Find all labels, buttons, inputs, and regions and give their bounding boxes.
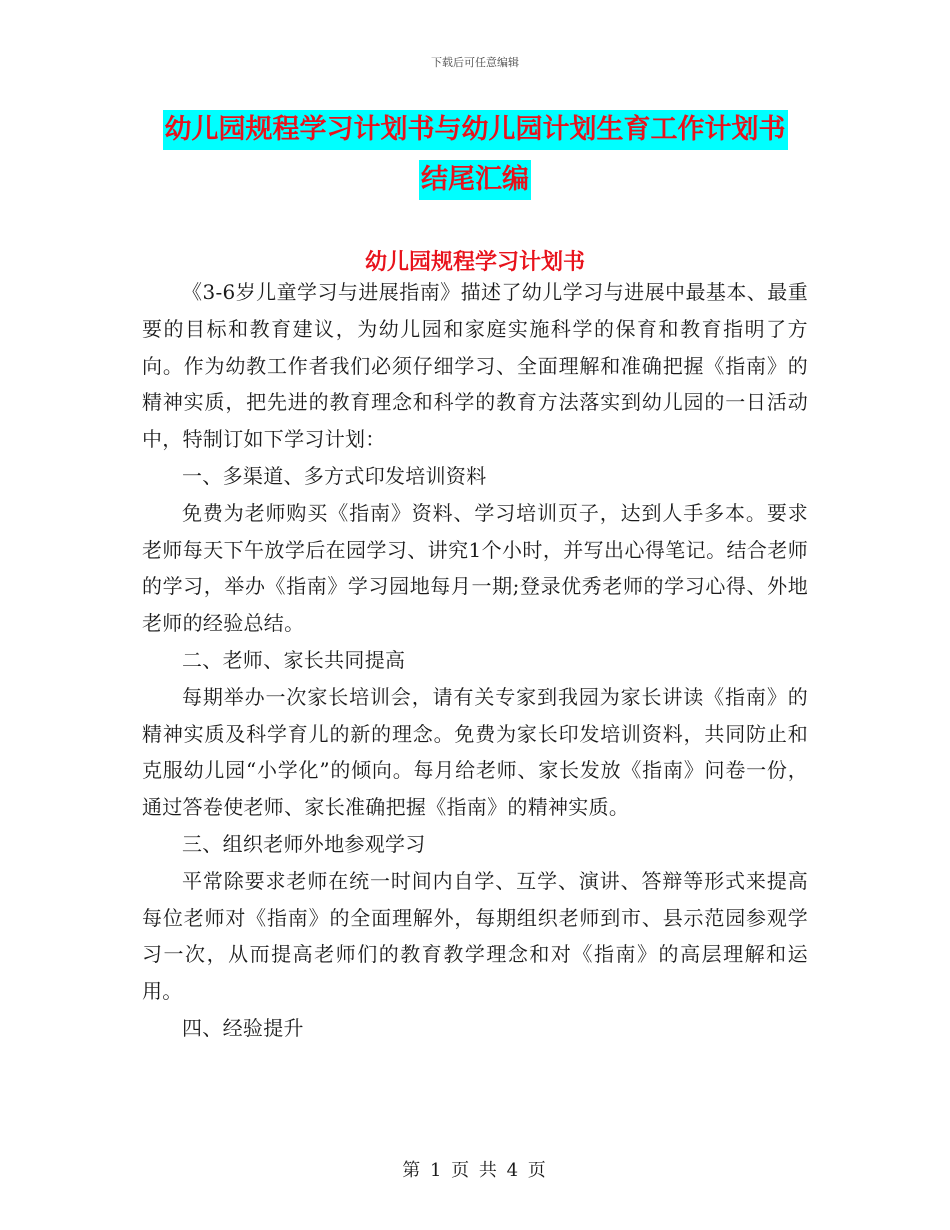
title-line-1: 幼儿园规程学习计划书与幼儿园计划生育工作计划书	[163, 110, 788, 150]
title-line-2: 结尾汇编	[419, 160, 531, 200]
section-title: 幼儿园规程学习计划书	[364, 249, 585, 275]
heading-3: 三、组织老师外地参观学习	[182, 831, 426, 856]
document-body	[142, 274, 808, 1047]
heading-4: 四、经验提升	[182, 1015, 304, 1040]
heading-2: 二、老师、家长共同提高	[182, 647, 406, 672]
heading-1: 一、多渠道、多方式印发培训资料	[182, 463, 487, 488]
document-title	[0, 110, 950, 210]
page-header-note: 下载后可任意编辑	[431, 56, 519, 69]
page-footer: 第 1 页 共 4 页	[402, 1160, 548, 1181]
paragraph-intro: 《3-6岁儿童学习与进展指南》描述了幼儿学习与进展中最基本、最重要的目标和教育建议，为幼儿园和家庭实施科学的保育和教育指明了方向。作为幼教工作者我们必须仔细学习、全面理解和准确把握《指南》的精神实质，把先进的教育理念和科学的教育方法落实到幼儿园的一日活动中，特制订如下学习计划：	[142, 280, 808, 452]
paragraph-1: 免费为老师购买《指南》资料、学习培训页子，达到人手多本。要求老师每天下午放学后在园学习、讲究1个小时，并写出心得笔记。结合老师的学习，举办《指南》学习园地每月一期;登录优秀老师的学习心得、外地老师的经验总结。	[142, 500, 808, 636]
paragraph-3: 平常除要求老师在统一时间内自学、互学、演讲、答辩等形式来提高每位老师对《指南》的全面理解外，每期组织老师到市、县示范园参观学习一次，从而提高老师们的教育教学理念和对《指南》的高层理解和运用。	[142, 868, 808, 1004]
paragraph-2: 每期举办一次家长培训会，请有关专家到我园为家长讲读《指南》的精神实质及科学育儿的新的理念。免费为家长印发培训资料，共同防止和克服幼儿园“小学化”的倾向。每月给老师、家长发放《指南》问卷一份，通过答卷使老师、家长准确把握《指南》的精神实质。	[142, 684, 808, 820]
